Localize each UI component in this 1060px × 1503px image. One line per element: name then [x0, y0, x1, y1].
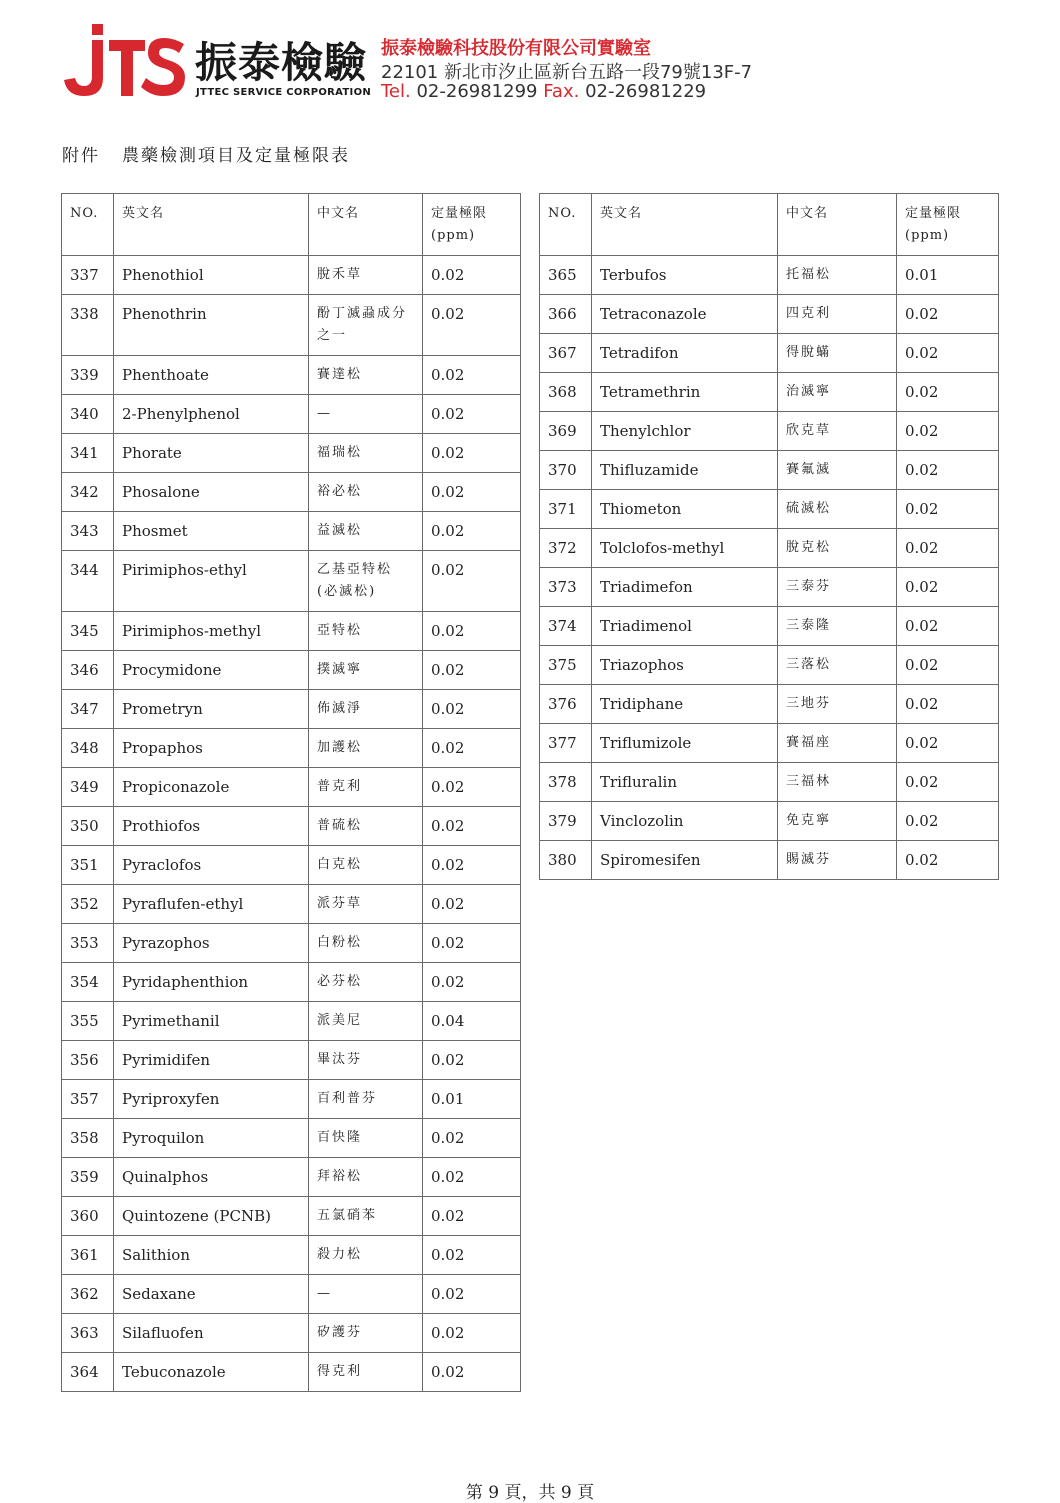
- table-row: [62, 690, 521, 729]
- cell-no: 357: [62, 1080, 114, 1119]
- cell-no: 352: [62, 885, 114, 924]
- title-text: 農藥檢測項目及定量極限表: [122, 146, 350, 166]
- cell-loq: 0.02: [897, 529, 999, 568]
- cell-no: 379: [540, 802, 592, 841]
- cell-chinese-name: 佈滅淨: [309, 690, 423, 729]
- cell-chinese-name: —: [309, 1275, 423, 1314]
- table-row: [62, 295, 521, 356]
- cell-no: 364: [62, 1353, 114, 1392]
- cell-english-name: Vinclozolin: [592, 802, 778, 841]
- cell-english-name: Quinalphos: [114, 1158, 309, 1197]
- cell-loq: 0.02: [423, 473, 521, 512]
- cell-chinese-name: —: [309, 395, 423, 434]
- table-header-row: [540, 194, 999, 256]
- cell-chinese-name: 亞特松: [309, 612, 423, 651]
- table-row: [540, 334, 999, 373]
- tel-label: Tel.: [381, 81, 411, 102]
- cell-english-name: Pyraclofos: [114, 846, 309, 885]
- cell-chinese-name: 硫滅松: [778, 490, 897, 529]
- cell-english-name: Phenothrin: [114, 295, 309, 356]
- cell-chinese-name: 四克利: [778, 295, 897, 334]
- cell-english-name: Tebuconazole: [114, 1353, 309, 1392]
- cell-chinese-name: 托福松: [778, 256, 897, 295]
- cell-no: 380: [540, 841, 592, 880]
- cell-loq: 0.02: [423, 1119, 521, 1158]
- cell-loq: 0.02: [423, 395, 521, 434]
- cell-no: 353: [62, 924, 114, 963]
- cell-loq: 0.02: [897, 412, 999, 451]
- table-row: [62, 551, 521, 612]
- cell-english-name: Spiromesifen: [592, 841, 778, 880]
- cell-chinese-name: 福瑞松: [309, 434, 423, 473]
- col-no-header: NO.: [540, 194, 592, 256]
- cell-chinese-name: 白粉松: [309, 924, 423, 963]
- cell-no: 374: [540, 607, 592, 646]
- page-footer: 第 9 頁，共 9 頁: [465, 1483, 595, 1503]
- cell-english-name: Procymidone: [114, 651, 309, 690]
- cell-loq: 0.02: [897, 334, 999, 373]
- cell-loq: 0.02: [897, 451, 999, 490]
- cell-chinese-name: 賽氟滅: [778, 451, 897, 490]
- cell-english-name: Pirimiphos-methyl: [114, 612, 309, 651]
- company-name: 振泰檢驗科技股份有限公司實驗室: [381, 38, 651, 59]
- table-row: [540, 841, 999, 880]
- cell-english-name: Phosmet: [114, 512, 309, 551]
- cell-chinese-name: 加護松: [309, 729, 423, 768]
- table-row: [540, 763, 999, 802]
- table-row: [540, 724, 999, 763]
- cell-loq: 0.02: [423, 434, 521, 473]
- cell-no: 347: [62, 690, 114, 729]
- table-row: [540, 568, 999, 607]
- cell-chinese-name: 益滅松: [309, 512, 423, 551]
- cell-loq: 0.02: [897, 490, 999, 529]
- cell-english-name: Pyrimidifen: [114, 1041, 309, 1080]
- cell-chinese-name: 普克利: [309, 768, 423, 807]
- cell-english-name: Quintozene (PCNB): [114, 1197, 309, 1236]
- table-row: [540, 685, 999, 724]
- cell-loq: 0.02: [897, 646, 999, 685]
- cell-chinese-name: 賽達松: [309, 356, 423, 395]
- table-row: [62, 885, 521, 924]
- col-zh-header: 中文名: [309, 194, 423, 256]
- cell-loq: 0.02: [423, 807, 521, 846]
- cell-no: 367: [540, 334, 592, 373]
- table-row: [62, 924, 521, 963]
- cell-english-name: Thifluzamide: [592, 451, 778, 490]
- cell-no: 377: [540, 724, 592, 763]
- cell-english-name: Thiometon: [592, 490, 778, 529]
- cell-english-name: Terbufos: [592, 256, 778, 295]
- table-row: [62, 651, 521, 690]
- table-row: [62, 846, 521, 885]
- table-row: [62, 729, 521, 768]
- table-row: [62, 1353, 521, 1392]
- table-row: [540, 295, 999, 334]
- cell-chinese-name: 脫克松: [778, 529, 897, 568]
- table-row: [62, 1314, 521, 1353]
- jts-logo-icon: [62, 20, 187, 100]
- cell-chinese-name: 拜裕松: [309, 1158, 423, 1197]
- cell-no: 376: [540, 685, 592, 724]
- cell-chinese-name: 必芬松: [309, 963, 423, 1002]
- cell-english-name: Tolclofos-methyl: [592, 529, 778, 568]
- cell-english-name: Thenylchlor: [592, 412, 778, 451]
- cell-loq: 0.02: [897, 802, 999, 841]
- table-row: [62, 768, 521, 807]
- cell-loq: 0.02: [423, 1314, 521, 1353]
- cell-chinese-name: 派芬草: [309, 885, 423, 924]
- cell-no: 369: [540, 412, 592, 451]
- table-row: [540, 529, 999, 568]
- cell-chinese-name: 乙基亞特松(必滅松): [309, 551, 423, 612]
- table-row: [540, 607, 999, 646]
- cell-chinese-name: 三地芬: [778, 685, 897, 724]
- cell-loq: 0.02: [423, 1275, 521, 1314]
- tel-number: 02-26981299: [416, 81, 538, 102]
- loq-unit: (ppm): [431, 228, 476, 243]
- cell-english-name: Pirimiphos-ethyl: [114, 551, 309, 612]
- cell-chinese-name: 裕必松: [309, 473, 423, 512]
- table-row: [540, 373, 999, 412]
- table-row: [540, 412, 999, 451]
- cell-english-name: Prometryn: [114, 690, 309, 729]
- cell-no: 354: [62, 963, 114, 1002]
- cell-no: 356: [62, 1041, 114, 1080]
- cell-chinese-name: 賜滅芬: [778, 841, 897, 880]
- col-loq-header: [897, 194, 999, 256]
- cell-no: 340: [62, 395, 114, 434]
- cell-english-name: Triazophos: [592, 646, 778, 685]
- cell-english-name: 2-Phenylphenol: [114, 395, 309, 434]
- cell-english-name: Phorate: [114, 434, 309, 473]
- cell-loq: 0.01: [423, 1080, 521, 1119]
- cell-loq: 0.02: [423, 551, 521, 612]
- company-address: 22101 新北市汐止區新台五路一段79號13F-7: [381, 62, 753, 83]
- cell-no: 358: [62, 1119, 114, 1158]
- table-row: [62, 1041, 521, 1080]
- letterhead: [62, 18, 802, 108]
- cell-chinese-name: 三福林: [778, 763, 897, 802]
- col-en-header: 英文名: [592, 194, 778, 256]
- company-contact: [381, 81, 706, 102]
- cell-chinese-name: 治滅寧: [778, 373, 897, 412]
- col-loq-header: [423, 194, 521, 256]
- table-row: [62, 256, 521, 295]
- table-row: [62, 512, 521, 551]
- col-en-header: 英文名: [114, 194, 309, 256]
- title-prefix: 附件: [62, 146, 100, 166]
- cell-loq: 0.02: [423, 295, 521, 356]
- cell-loq: 0.04: [423, 1002, 521, 1041]
- cell-no: 360: [62, 1197, 114, 1236]
- cell-english-name: Tetraconazole: [592, 295, 778, 334]
- table-row: [62, 1119, 521, 1158]
- cell-no: 351: [62, 846, 114, 885]
- cell-no: 346: [62, 651, 114, 690]
- fax-label: Fax.: [543, 81, 580, 102]
- table-row: [62, 356, 521, 395]
- cell-english-name: Phenothiol: [114, 256, 309, 295]
- cell-chinese-name: 三泰芬: [778, 568, 897, 607]
- pesticide-table-left: [61, 193, 521, 1392]
- cell-chinese-name: 賽福座: [778, 724, 897, 763]
- cell-chinese-name: 欣克草: [778, 412, 897, 451]
- col-zh-header: 中文名: [778, 194, 897, 256]
- cell-loq: 0.02: [897, 568, 999, 607]
- cell-loq: 0.02: [897, 724, 999, 763]
- cell-chinese-name: 百利普芬: [309, 1080, 423, 1119]
- table-row: [62, 434, 521, 473]
- cell-loq: 0.02: [897, 373, 999, 412]
- cell-chinese-name: 百快隆: [309, 1119, 423, 1158]
- table-row: [62, 1002, 521, 1041]
- cell-loq: 0.02: [423, 924, 521, 963]
- cell-no: 362: [62, 1275, 114, 1314]
- cell-loq: 0.02: [897, 607, 999, 646]
- cell-loq: 0.02: [423, 1041, 521, 1080]
- cell-no: 363: [62, 1314, 114, 1353]
- cell-loq: 0.02: [423, 1158, 521, 1197]
- cell-chinese-name: 三泰隆: [778, 607, 897, 646]
- cell-loq: 0.02: [897, 685, 999, 724]
- table-row: [62, 395, 521, 434]
- cell-loq: 0.02: [423, 729, 521, 768]
- cell-loq: 0.02: [423, 963, 521, 1002]
- cell-english-name: Tetradifon: [592, 334, 778, 373]
- cell-loq: 0.02: [423, 1236, 521, 1275]
- cell-no: 375: [540, 646, 592, 685]
- cell-english-name: Pyrazophos: [114, 924, 309, 963]
- cell-english-name: Pyraflufen-ethyl: [114, 885, 309, 924]
- cell-english-name: Phenthoate: [114, 356, 309, 395]
- cell-english-name: Phosalone: [114, 473, 309, 512]
- cell-no: 350: [62, 807, 114, 846]
- cell-chinese-name: 撲滅寧: [309, 651, 423, 690]
- table-row: [62, 963, 521, 1002]
- document-title: [62, 141, 350, 166]
- cell-english-name: Sedaxane: [114, 1275, 309, 1314]
- table-row: [540, 256, 999, 295]
- cell-no: 341: [62, 434, 114, 473]
- table-row: [62, 1275, 521, 1314]
- cell-no: 337: [62, 256, 114, 295]
- cell-no: 372: [540, 529, 592, 568]
- cell-no: 355: [62, 1002, 114, 1041]
- cell-no: 378: [540, 763, 592, 802]
- cell-no: 342: [62, 473, 114, 512]
- table-row: [62, 1197, 521, 1236]
- cell-no: 370: [540, 451, 592, 490]
- cell-chinese-name: 普硫松: [309, 807, 423, 846]
- col-no-header: NO.: [62, 194, 114, 256]
- cell-loq: 0.02: [423, 612, 521, 651]
- cell-chinese-name: 矽護芬: [309, 1314, 423, 1353]
- cell-english-name: Pyrimethanil: [114, 1002, 309, 1041]
- cell-english-name: Propaphos: [114, 729, 309, 768]
- cell-loq: 0.02: [423, 651, 521, 690]
- cell-chinese-name: 派美尼: [309, 1002, 423, 1041]
- cell-no: 366: [540, 295, 592, 334]
- pesticide-table-right: [539, 193, 999, 880]
- cell-no: 365: [540, 256, 592, 295]
- cell-english-name: Triadimefon: [592, 568, 778, 607]
- cell-loq: 0.02: [423, 1353, 521, 1392]
- cell-no: 343: [62, 512, 114, 551]
- cell-english-name: Tridiphane: [592, 685, 778, 724]
- cell-no: 349: [62, 768, 114, 807]
- loq-unit: (ppm): [905, 228, 950, 243]
- cell-no: 345: [62, 612, 114, 651]
- cell-english-name: Tetramethrin: [592, 373, 778, 412]
- table-row: [62, 612, 521, 651]
- cell-chinese-name: 殺力松: [309, 1236, 423, 1275]
- table-body-left: [62, 256, 521, 1392]
- cell-loq: 0.02: [423, 512, 521, 551]
- cell-english-name: Trifluralin: [592, 763, 778, 802]
- cell-no: 371: [540, 490, 592, 529]
- cell-english-name: Triflumizole: [592, 724, 778, 763]
- logo-wordmark: 振泰檢驗: [195, 38, 368, 87]
- cell-no: 359: [62, 1158, 114, 1197]
- cell-no: 348: [62, 729, 114, 768]
- table-row: [62, 1158, 521, 1197]
- table-row: [540, 451, 999, 490]
- cell-loq: 0.02: [897, 841, 999, 880]
- table-body-right: [540, 256, 999, 880]
- table-header-row: [62, 194, 521, 256]
- cell-chinese-name: 白克松: [309, 846, 423, 885]
- cell-chinese-name: 得克利: [309, 1353, 423, 1392]
- table-row: [540, 490, 999, 529]
- cell-english-name: Salithion: [114, 1236, 309, 1275]
- table-row: [62, 1080, 521, 1119]
- cell-loq: 0.02: [423, 885, 521, 924]
- cell-english-name: Pyroquilon: [114, 1119, 309, 1158]
- cell-english-name: Triadimenol: [592, 607, 778, 646]
- table-row: [62, 807, 521, 846]
- cell-loq: 0.02: [423, 846, 521, 885]
- cell-loq: 0.02: [423, 690, 521, 729]
- cell-english-name: Prothiofos: [114, 807, 309, 846]
- table-row: [540, 802, 999, 841]
- cell-chinese-name: 得脫蟎: [778, 334, 897, 373]
- table-row: [540, 646, 999, 685]
- cell-loq: 0.02: [897, 763, 999, 802]
- table-row: [62, 473, 521, 512]
- cell-no: 338: [62, 295, 114, 356]
- loq-label: 定量極限: [431, 206, 488, 221]
- cell-no: 339: [62, 356, 114, 395]
- cell-loq: 0.02: [423, 256, 521, 295]
- logo-subtitle: JTTEC SERVICE CORPORATION: [196, 87, 372, 98]
- cell-loq: 0.02: [897, 295, 999, 334]
- cell-loq: 0.01: [897, 256, 999, 295]
- cell-chinese-name: 三落松: [778, 646, 897, 685]
- cell-no: 361: [62, 1236, 114, 1275]
- cell-no: 368: [540, 373, 592, 412]
- cell-english-name: Silafluofen: [114, 1314, 309, 1353]
- cell-chinese-name: 酚丁滅蝨成分之一: [309, 295, 423, 356]
- table-row: [62, 1236, 521, 1275]
- cell-loq: 0.02: [423, 768, 521, 807]
- loq-label: 定量極限: [905, 206, 962, 221]
- fax-number: 02-26981229: [585, 81, 707, 102]
- cell-chinese-name: 畢汰芬: [309, 1041, 423, 1080]
- cell-no: 344: [62, 551, 114, 612]
- cell-loq: 0.02: [423, 1197, 521, 1236]
- cell-english-name: Pyridaphenthion: [114, 963, 309, 1002]
- cell-loq: 0.02: [423, 356, 521, 395]
- cell-chinese-name: 脫禾草: [309, 256, 423, 295]
- cell-no: 373: [540, 568, 592, 607]
- cell-english-name: Propiconazole: [114, 768, 309, 807]
- cell-chinese-name: 五氯硝苯: [309, 1197, 423, 1236]
- cell-chinese-name: 免克寧: [778, 802, 897, 841]
- cell-english-name: Pyriproxyfen: [114, 1080, 309, 1119]
